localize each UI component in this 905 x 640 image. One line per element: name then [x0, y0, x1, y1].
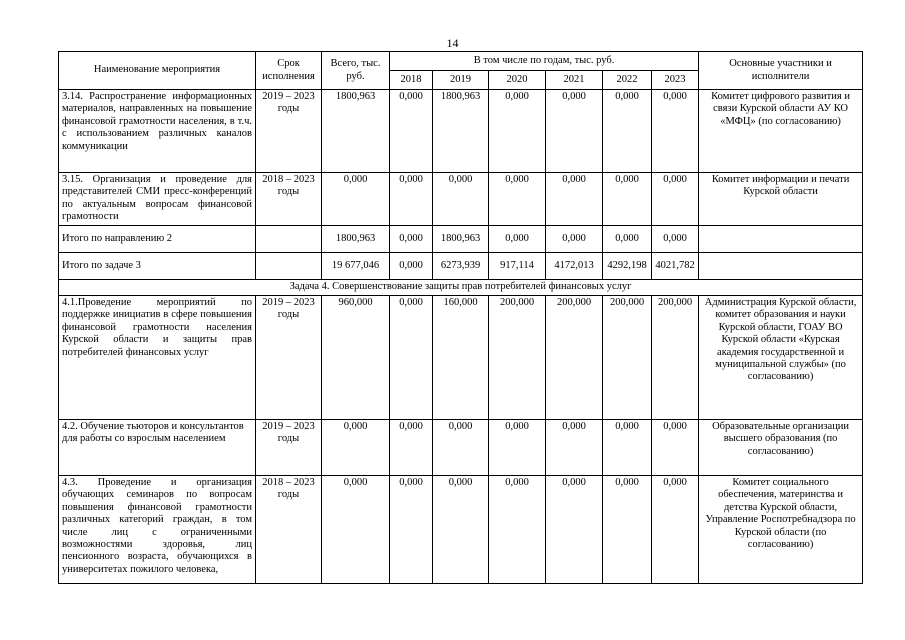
row-value: 0,000 — [546, 420, 603, 476]
row-name: 3.14. Распространение информационных материалов, направленных на повышение финансовой грамотности населения, в т.ч. с использованием различных каналов коммуникации — [59, 90, 256, 173]
table-row — [59, 296, 863, 420]
row-value: 0,000 — [652, 476, 699, 584]
header-year: 2022 — [603, 71, 652, 90]
header-year: 2018 — [390, 71, 433, 90]
row-value: 0,000 — [603, 476, 652, 584]
row-participants: Комитет социального обеспечения, материнства и детства Курской области, Управление Роспотребнадзора по Курской области (по согласованию) — [699, 476, 863, 584]
row-value: 0,000 — [433, 173, 489, 226]
row-participants: Комитет информации и печати Курской области — [699, 173, 863, 226]
row-term: 2018 – 2023 годы — [256, 173, 322, 226]
row-total: 960,000 — [322, 296, 390, 420]
total-value: 0,000 — [489, 226, 546, 253]
total-label: Итого по направлению 2 — [59, 226, 256, 253]
total-value: 0,000 — [546, 226, 603, 253]
total-value: 0,000 — [390, 226, 433, 253]
row-term: 2018 – 2023 годы — [256, 476, 322, 584]
row-name: 3.15. Организация и проведение для представителей СМИ пресс-конференций по актуальным вопросам финансовой грамотности — [59, 173, 256, 226]
task4-row — [59, 280, 863, 296]
total-value: 4172,013 — [546, 253, 603, 280]
row-total: 0,000 — [322, 173, 390, 226]
header-year: 2021 — [546, 71, 603, 90]
header-row — [59, 52, 863, 71]
total-sum: 1800,963 — [322, 226, 390, 253]
total-value: 1800,963 — [433, 226, 489, 253]
header-name: Наименование мероприятия — [59, 52, 256, 90]
row-participants: Комитет цифрового развития и связи Курской области АУ КО «МФЦ» (по согласованию) — [699, 90, 863, 173]
task4-heading: Задача 4. Совершенствование защиты прав потребителей финансовых услуг — [59, 280, 863, 296]
row-total: 0,000 — [322, 476, 390, 584]
header-term: Срок исполнения — [256, 52, 322, 90]
row-total: 1800,963 — [322, 90, 390, 173]
header-participants: Основные участники и исполнители — [699, 52, 863, 90]
row-value: 0,000 — [546, 476, 603, 584]
row-term: 2019 – 2023 годы — [256, 420, 322, 476]
total-value: 0,000 — [390, 253, 433, 280]
row-value: 0,000 — [603, 420, 652, 476]
row-name: 4.2. Обучение тьюторов и консультантов для работы со взрослым населением — [59, 420, 256, 476]
row-value: 1800,963 — [433, 90, 489, 173]
row-value: 0,000 — [652, 420, 699, 476]
row-value: 200,000 — [489, 296, 546, 420]
row-value: 0,000 — [489, 90, 546, 173]
header-year: 2023 — [652, 71, 699, 90]
header-total: Всего, тыс. руб. — [322, 52, 390, 90]
row-participants: Образовательные организации высшего образования (по согласованию) — [699, 420, 863, 476]
table-row — [59, 476, 863, 584]
row-value: 0,000 — [390, 296, 433, 420]
row-participants: Администрация Курской области, комитет образования и науки Курской области, ГОАУ ВО Курской области «Курская академия государственной и муниципальной службы» (по согласованию) — [699, 296, 863, 420]
total-direction2-row — [59, 226, 863, 253]
total-value: 4292,198 — [603, 253, 652, 280]
header-year: 2019 — [433, 71, 489, 90]
total-value: 917,114 — [489, 253, 546, 280]
row-value: 0,000 — [489, 476, 546, 584]
row-value: 160,000 — [433, 296, 489, 420]
row-term: 2019 – 2023 годы — [256, 90, 322, 173]
row-value: 0,000 — [489, 173, 546, 226]
row-value: 200,000 — [603, 296, 652, 420]
total-value: 4021,782 — [652, 253, 699, 280]
row-value: 0,000 — [433, 420, 489, 476]
total-value: 0,000 — [603, 226, 652, 253]
page-number: 14 — [446, 36, 459, 50]
total-sum: 19 677,046 — [322, 253, 390, 280]
row-term: 2019 – 2023 годы — [256, 296, 322, 420]
row-value: 0,000 — [652, 90, 699, 173]
total-task3-row — [59, 253, 863, 280]
row-value: 0,000 — [489, 420, 546, 476]
row-name: 4.3. Проведение и организация обучающих семинаров по вопросам повышения финансовой грамотности различных категорий граждан, в том числе лиц с ограниченными возможностями здоровья, лиц пенсионного возраста, обучающихся в университетах пожилого человека, — [59, 476, 256, 584]
row-value: 0,000 — [603, 173, 652, 226]
total-value: 6273,939 — [433, 253, 489, 280]
row-name: 4.1.Проведение мероприятий по поддержке инициатив в сфере повышения финансовой грамотности населения Курской области и защиты прав потребителей финансовых услуг — [59, 296, 256, 420]
row-value: 0,000 — [390, 476, 433, 584]
row-value: 0,000 — [603, 90, 652, 173]
table-row — [59, 173, 863, 226]
row-value: 0,000 — [390, 90, 433, 173]
row-value: 0,000 — [546, 90, 603, 173]
header-by-years: В том числе по годам, тыс. руб. — [390, 52, 699, 71]
total-label: Итого по задаче 3 — [59, 253, 256, 280]
table-row — [59, 90, 863, 173]
header-year: 2020 — [489, 71, 546, 90]
row-value: 0,000 — [390, 173, 433, 226]
row-value: 0,000 — [652, 173, 699, 226]
row-value: 0,000 — [546, 173, 603, 226]
row-value: 0,000 — [433, 476, 489, 584]
budget-table — [58, 51, 863, 584]
row-total: 0,000 — [322, 420, 390, 476]
table-row — [59, 420, 863, 476]
total-value: 0,000 — [652, 226, 699, 253]
row-value: 200,000 — [546, 296, 603, 420]
row-value: 200,000 — [652, 296, 699, 420]
row-value: 0,000 — [390, 420, 433, 476]
